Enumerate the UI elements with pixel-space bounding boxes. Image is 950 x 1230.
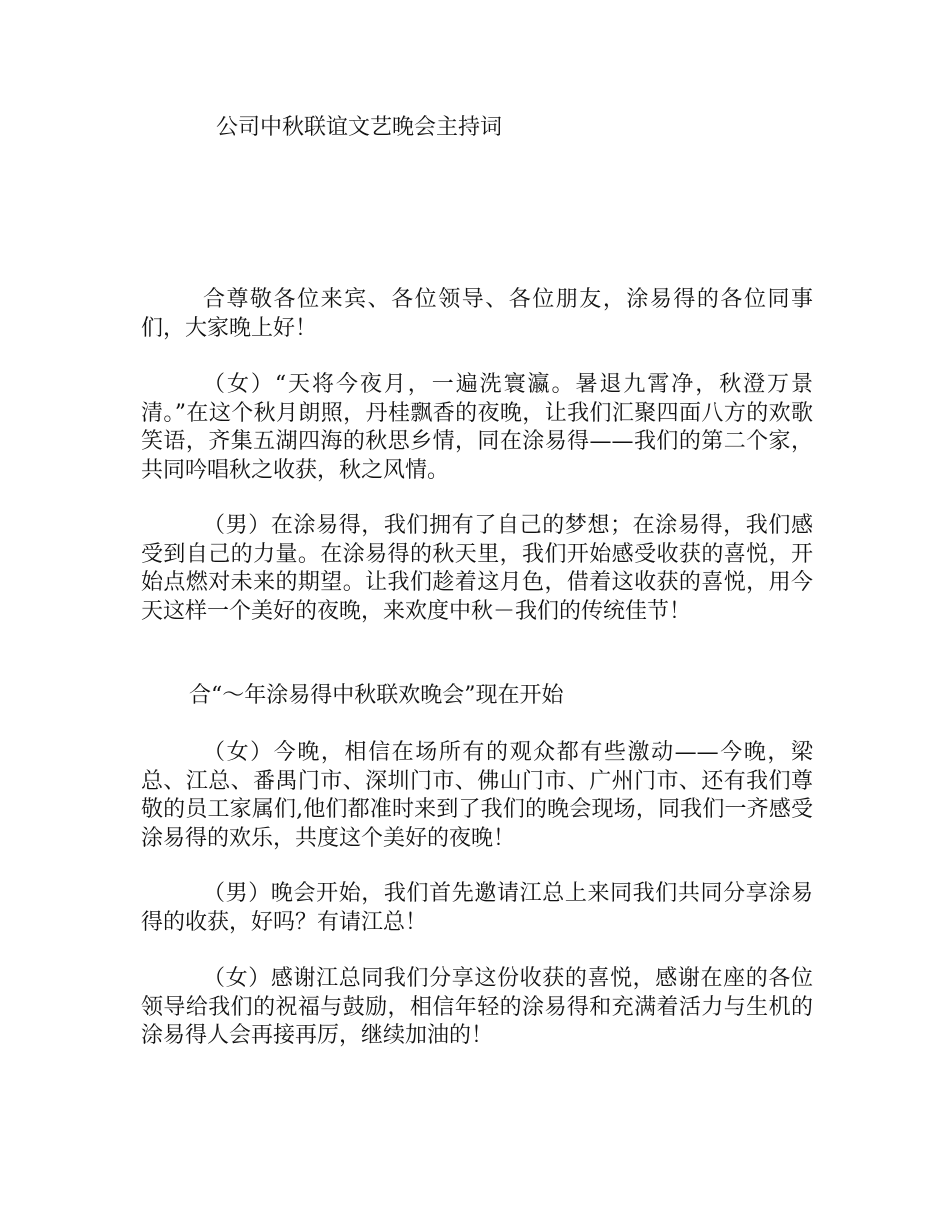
paragraph-female-guests: （女）今晚，相信在场所有的观众都有些激动——今晚，梁总、江总、番禺门市、深圳门市、佛山门市、广州门市、还有我们尊敬的员工家属们,他们都准时来到了我们的晚会现场，同我们一齐感受涂易得的欢乐，共度这个美好的夜晚！ — [141, 740, 813, 851]
document-title: 公司中秋联谊文艺晚会主持词 — [216, 115, 503, 140]
paragraph-male-invitation: （男）晚会开始，我们首先邀请江总上来同我们共同分享涂易得的收获，好吗？有请江总！ — [141, 881, 813, 935]
paragraph-greeting: 合尊敬各位来宾、各位领导、各位朋友，涂易得的各位同事们，大家晚上好！ — [141, 287, 813, 341]
paragraph-female-opening: （女）“天将今夜月，一遍洗寰瀛。暑退九霄净，秋澄万景清。”在这个秋月朗照，丹桂飘香的夜晚，让我们汇聚四面八方的欢歌笑语，齐集五湖四海的秋思乡情，同在涂易得——我们的第二个家，共同吟唱秋之收获，秋之风情。 — [141, 372, 813, 483]
paragraph-announcement: 合“～年涂易得中秋联欢晚会”现在开始 — [189, 683, 564, 708]
paragraph-male-opening: （男）在涂易得，我们拥有了自己的梦想；在涂易得，我们感受到自己的力量。在涂易得的秋天里，我们开始感受收获的喜悦，开始点燃对未来的期望。让我们趁着这月色，借着这收获的喜悦，用今天这样一个美好的夜晚，来欢度中秋－我们的传统佳节！ — [141, 513, 813, 624]
paragraph-female-thanks: （女）感谢江总同我们分享这份收获的喜悦，感谢在座的各位领导给我们的祝福与鼓励，相信年轻的涂易得和充满着活力与生机的涂易得人会再接再厉，继续加油的！ — [141, 966, 813, 1048]
